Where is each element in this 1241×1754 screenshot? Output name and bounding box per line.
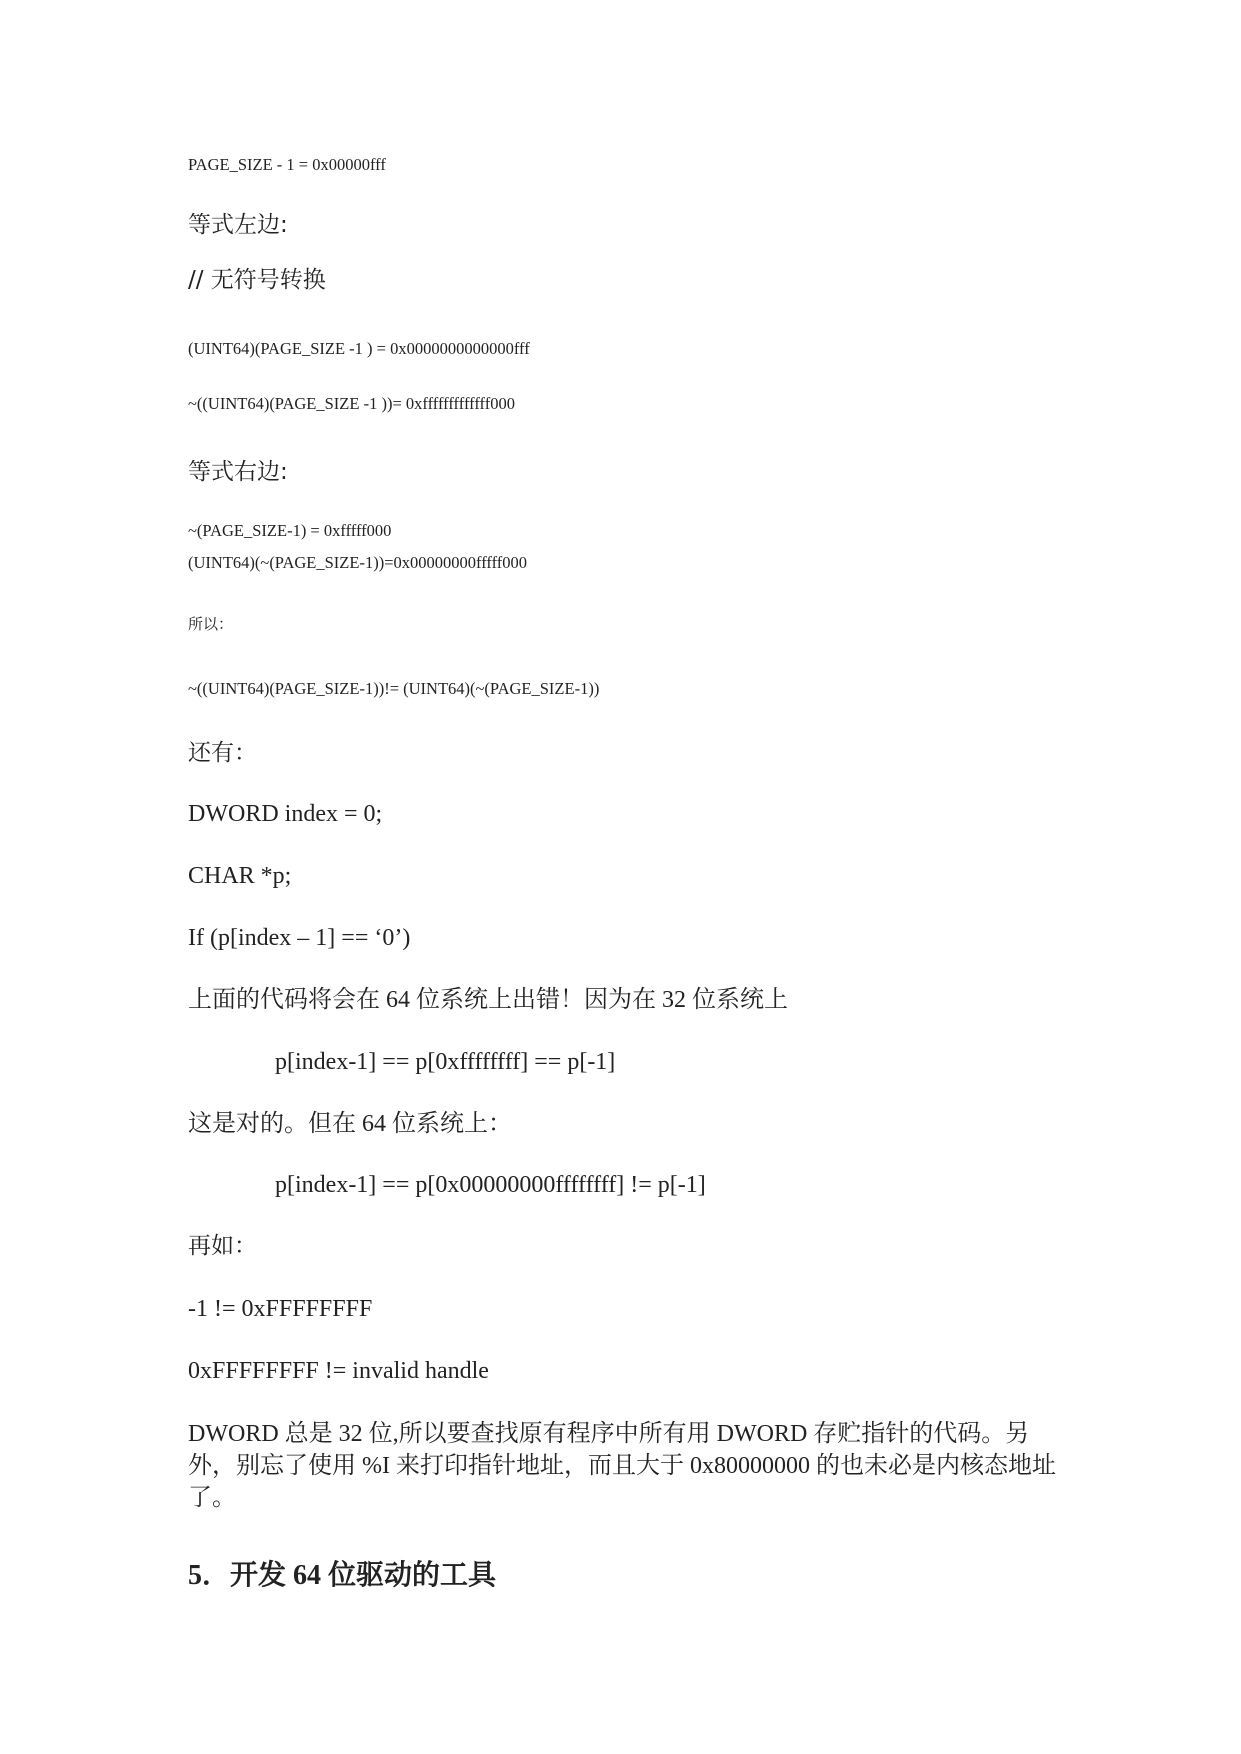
- label-left-side: 等式左边:: [188, 212, 288, 238]
- code-line-dword-index: DWORD index = 0;: [188, 801, 383, 827]
- code-line-32bit-index: p[index-1] == p[0xffffffff] == p[-1]: [275, 1049, 616, 1075]
- section-heading: 5．开发 64 位驱动的工具: [188, 1560, 497, 1591]
- code-line-if-statement: If (p[index – 1] == ‘0’): [188, 925, 411, 951]
- code-line-64bit-index: p[index-1] == p[0x00000000ffffffff] != p[-1]: [275, 1172, 706, 1198]
- paragraph-dword-pointers: DWORD 总是 32 位,所以要查找原有程序中所有用 DWORD 存贮指针的代码。另外，别忘了使用 %I 来打印指针地址，而且大于 0x80000000 的也未必是内核态地址了。: [188, 1421, 1056, 1511]
- code-line-inequality: ~((UINT64)(PAGE_SIZE-1))!= (UINT64)(~(PAGE_SIZE-1)): [188, 679, 600, 698]
- code-line-cast-negated: (UINT64)(~(PAGE_SIZE-1))=0x00000000fffff000: [188, 553, 528, 572]
- code-line-page-size: PAGE_SIZE - 1 = 0x00000fff: [188, 155, 386, 174]
- code-line-minus-one: -1 != 0xFFFFFFFF: [188, 1296, 373, 1322]
- label-also: 还有：: [188, 740, 257, 766]
- code-line-char-pointer: CHAR *p;: [188, 863, 292, 889]
- code-line-invalid-handle: 0xFFFFFFFF != invalid handle: [188, 1358, 489, 1384]
- code-line-uint64-negate: ~((UINT64)(PAGE_SIZE -1 ))= 0xfffffffffffff000: [188, 394, 515, 413]
- label-therefore: 所以：: [188, 615, 234, 633]
- label-right-side: 等式右边:: [188, 459, 288, 485]
- label-another-example: 再如：: [188, 1233, 257, 1259]
- text-correct-but-64bit: 这是对的。但在 64 位系统上：: [188, 1111, 512, 1137]
- code-line-negate-page-size: ~(PAGE_SIZE-1) = 0xfffff000: [188, 521, 392, 540]
- text-error-on-64bit: 上面的代码将会在 64 位系统上出错！因为在 32 位系统上: [188, 987, 788, 1013]
- comment-unsigned-cast: // 无符号转换: [188, 267, 326, 293]
- code-line-uint64-cast: (UINT64)(PAGE_SIZE -1 ) = 0x0000000000000fff: [188, 339, 530, 358]
